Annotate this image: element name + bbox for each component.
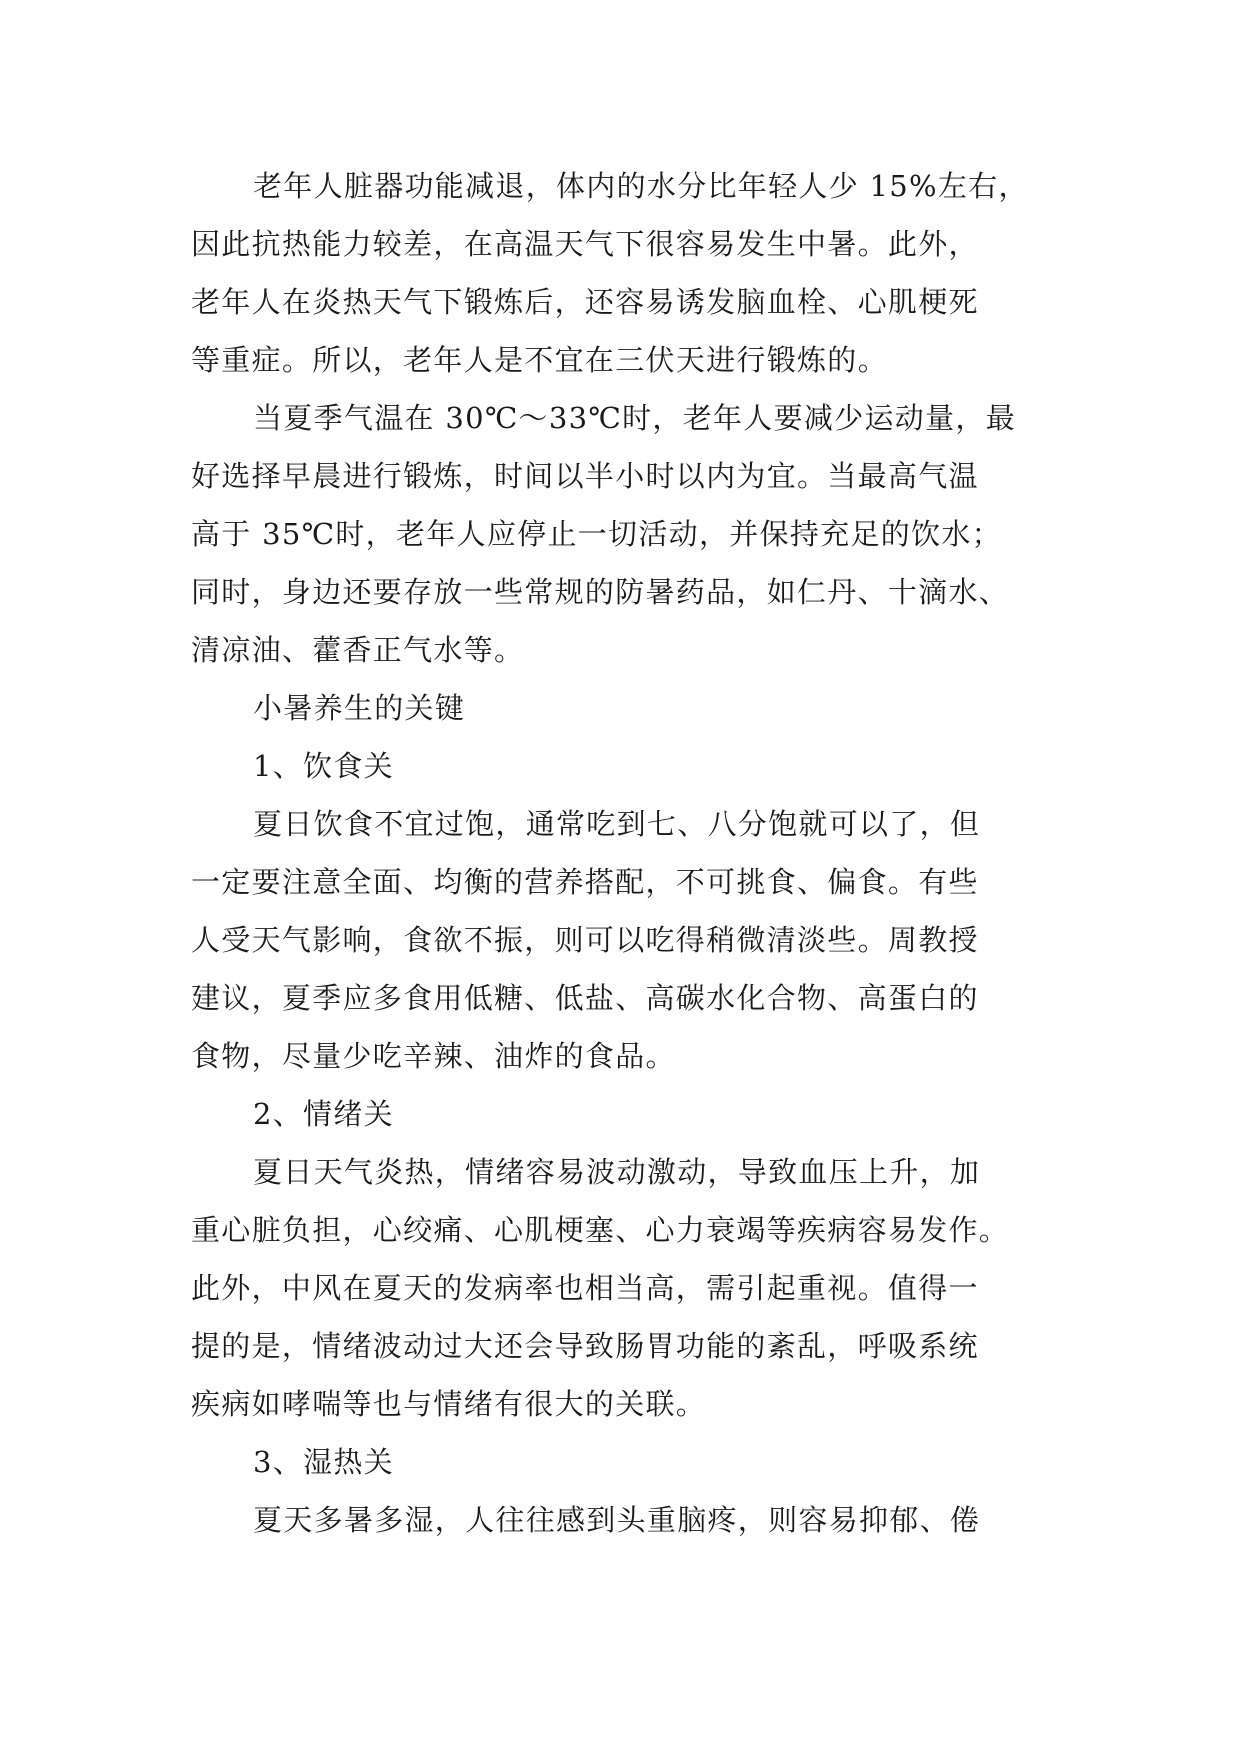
text-line: 夏日天气炎热，情绪容易波动激动，导致血压上升，加 bbox=[253, 1155, 981, 1189]
text-line: 高于 35℃时，老年人应停止一切活动，并保持充足的饮水； bbox=[191, 517, 1002, 551]
body-paragraph bbox=[191, 1143, 1061, 1433]
text-line: 老年人脏器功能减退，体内的水分比年轻人少 15%左右， bbox=[253, 169, 1029, 203]
text-line: 建议，夏季应多食用低糖、低盐、高碳水化合物、高蛋白的 bbox=[191, 981, 979, 1015]
text-line: 当夏季气温在 30℃～33℃时，老年人要减少运动量，最 bbox=[253, 401, 1017, 435]
text-line: 2、情绪关 bbox=[253, 1097, 394, 1131]
text-line: 提的是，情绪波动过大还会导致肠胃功能的紊乱，呼吸系统 bbox=[191, 1329, 979, 1363]
section-heading bbox=[191, 679, 1061, 737]
text-line: 同时，身边还要存放一些常规的防暑药品，如仁丹、十滴水、 bbox=[191, 575, 1010, 609]
text-line: 夏天多暑多湿，人往往感到头重脑疼，则容易抑郁、倦 bbox=[253, 1503, 981, 1537]
text-line: 疾病如哮喘等也与情绪有很大的关联。 bbox=[191, 1387, 707, 1421]
text-line: 3、湿热关 bbox=[253, 1445, 394, 1479]
text-line: 清凉油、藿香正气水等。 bbox=[191, 633, 525, 667]
text-line: 老年人在炎热天气下锻炼后，还容易诱发脑血栓、心肌梗死 bbox=[191, 285, 979, 319]
body-paragraph bbox=[191, 1491, 1061, 1549]
text-line: 人受天气影响，食欲不振，则可以吃得稍微清淡些。周教授 bbox=[191, 923, 979, 957]
body-paragraph bbox=[191, 795, 1061, 1085]
document-body bbox=[191, 157, 1061, 1549]
section-heading bbox=[191, 1085, 1061, 1143]
body-paragraph bbox=[191, 389, 1061, 679]
text-line: 1、饮食关 bbox=[253, 749, 394, 783]
section-heading bbox=[191, 737, 1061, 795]
text-line: 等重症。所以，老年人是不宜在三伏天进行锻炼的。 bbox=[191, 343, 888, 377]
text-line: 一定要注意全面、均衡的营养搭配，不可挑食、偏食。有些 bbox=[191, 865, 979, 899]
section-heading bbox=[191, 1433, 1061, 1491]
text-line: 重心脏负担，心绞痛、心肌梗塞、心力衰竭等疾病容易发作。 bbox=[191, 1213, 1010, 1247]
text-line: 此外，中风在夏天的发病率也相当高，需引起重视。值得一 bbox=[191, 1271, 979, 1305]
text-line: 好选择早晨进行锻炼，时间以半小时以内为宜。当最高气温 bbox=[191, 459, 979, 493]
text-line: 小暑养生的关键 bbox=[253, 691, 466, 725]
text-line: 夏日饮食不宜过饱，通常吃到七、八分饱就可以了，但 bbox=[253, 807, 981, 841]
body-paragraph bbox=[191, 157, 1061, 389]
text-line: 因此抗热能力较差，在高温天气下很容易发生中暑。此外， bbox=[191, 227, 979, 261]
text-line: 食物，尽量少吃辛辣、油炸的食品。 bbox=[191, 1039, 676, 1073]
